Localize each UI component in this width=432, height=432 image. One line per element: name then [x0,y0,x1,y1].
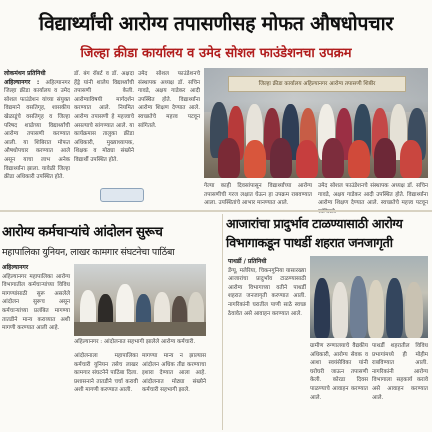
top-col3-text: उमेद सोशल फाउंडेशनचे संस्थापक अध्यक्ष डॉ. सचिन गावडे, अक्षय गाडेकर आदी उपस्थित होते. विद्यार्थ्यांना आरोग्य शिक्षण देण्यात आले. स्वच्छतेचे महत्त्व पटवून सांगितले. [138,71,200,129]
left-col1-text: अहिल्यानगर महापालिका आरोग्य विभागातील कर्मचाऱ्यांच्या विविध मागण्यांसाठी सुरू असलेले आंदोलन सुरूच असून कर्मचाऱ्यांच्या प्रलंबित मागण्या तातडीने मान्य कराव्यात अशी मागणी करण्यात आली आहे. [2,273,70,332]
top-column-2 [74,70,134,184]
column-rule [222,214,223,430]
left-photo-caption: अहिल्यानगर : आंदोलनात सहभागी झालेले आरोग्य कर्मचारी. [74,339,196,345]
top-story-photo [204,68,428,178]
left-story-photo [74,264,206,336]
right-byline: पाथर्डी / प्रतिनिधी [228,258,267,265]
right-story-photo [310,256,428,338]
right-headline-line2: विभागाकडून पाथर्डी शहरात जनजागृती [226,235,393,250]
top-dateline: अहिल्यानगर : [4,78,40,86]
left-column-1 [2,264,70,430]
left-column-3 [142,352,206,430]
section-divider [0,210,432,212]
photo-banner: जिल्हा क्रीडा कार्यालय अहिल्यानगर आरोग्य तपासणी शिबीर [228,76,406,92]
right-column-2 [310,342,368,430]
top-col2-text: डॉ. बंग रॉबर्ट व डॉ. अक्षदा हेंड्रे यांनी शालेय विद्यार्थ्यांची तपासणी केली. आरोग्याविषयी मार्गदर्शन करण्यात आले. नियमित आरोग्य तपासणी हे महत्त्वाचे असल्याचे सांगण्यात आले. या कार्यक्रमास तालुका क्रीडा अधिकारी, मुख्याध्यापक, शिक्षक व मोठ्या संख्येने विद्यार्थी उपस्थित होते. [74,71,134,163]
publication-seal [100,188,144,202]
left-col2-text: आंदोलनाला महापालिका कर्मचारी युनियन तसेच लाखर कामगार संघटनेने पाठिंबा दिला. प्रशासनाने तातडीने चर्चा करावी अशी मागणी करण्यात आली. [74,353,138,394]
top-column-1 [4,70,70,204]
top-col1-text: अहिल्यानगर जिल्हा क्रीडा कार्यालय व उमेद सोशल फाउंडेशन यांच्या संयुक्त विद्यमाने वसतिगृह, शासकीय खेळाडूंचे वसतिगृह व जिल्हा परिषद शाळेच्या विद्यार्थ्यांची आरोग्य तपासणी करण्यात आली. या शिबिरात मोफत औषधोपचार करण्यात आले असून याचा लाभ अनेक विद्यार्थ्यांना झाला. यावेळी जिल्हा क्रीडा अधिकारी उपस्थित होते. [4,79,70,181]
top-col4-text: गेल्या काही दिवसांपासून विद्यार्थ्यांच्या आरोग्य तपासणीची गरज लक्षात घेऊन हा उपक्रम राबवण्यात आला. उपस्थितांचे आभार मानण्यात आले. [204,183,312,207]
left-column-2 [74,352,138,430]
right-column-1 [228,258,306,430]
left-col3-text: मागण्या मान्य न झाल्यास आंदोलन अधिक तीव्र करण्याचा इशारा देण्यात आला आहे. आंदोलनात मोठ्या संख्येने कर्मचारी सहभागी झाले. [142,353,206,394]
right-headline-line1: आजारांचा प्रादुर्भाव टाळण्यासाठी आरोग्य [226,216,403,231]
left-headline: आरोग्य कर्मचाऱ्यांचे आंदोलन सुरूच [2,225,163,240]
top-column-3 [138,70,200,184]
top-column-4 [204,182,312,208]
top-byline: लोकमंथन प्रतिनिधी [4,70,46,77]
right-headline [226,214,432,254]
top-headline: विद्यार्थ्यांची आरोग्य तपासणीसह मोफत औषधोपचार [38,12,394,35]
top-column-5 [318,182,428,208]
right-col2-text: ग्रामीण रुग्णालयाचे वैद्यकीय अधिकारी, आरोग्य सेवक व आशा स्वयंसेविका यांनी घरोघरी जाऊन तपासणी केली. कोरडा दिवस पाळण्याचे आवाहन करण्यात आले. [310,343,368,401]
top-col5-text: उमेद सोशल फाउंडेशनचे संस्थापक अध्यक्ष डॉ. सचिन गावडे, अक्षय गाडेकर आदी उपस्थित होते. विद्यार्थ्यांना आरोग्य शिक्षण देण्यात आले. स्वच्छतेचे महत्त्व पटवून [318,183,428,207]
left-byline: अहिल्यानगर [2,264,29,271]
right-column-3 [372,342,428,430]
left-subheadline: महापालिका युनियन, लाखर कामगार संघटनेचा पाठिंबा [2,247,175,258]
right-col1-text: डेंग्यू, मलेरिया, चिकनगुनिया यासारख्या आजारांचा प्रादुर्भाव टाळण्यासाठी आरोग्य विभागाच्या वतीने पाथर्डी शहरात जनजागृती करण्यात आली. नागरिकांनी घरातील पाणी साठे स्वच्छ ठेवावेत असे आवाहन करण्यात आले. [228,267,306,317]
right-col3-text: पाथर्डी शहरातील विविध प्रभागांमध्ये ही मोहीम राबविण्यात आली. नागरिकांनी आरोग्य विभागाला सहकार्य करावे असे आवाहन करण्यात आले. [372,343,428,401]
top-subheadline: जिल्हा क्रीडा कार्यालय व उमेद सोशल फाउंडेशनचा उपक्रम [80,46,352,61]
